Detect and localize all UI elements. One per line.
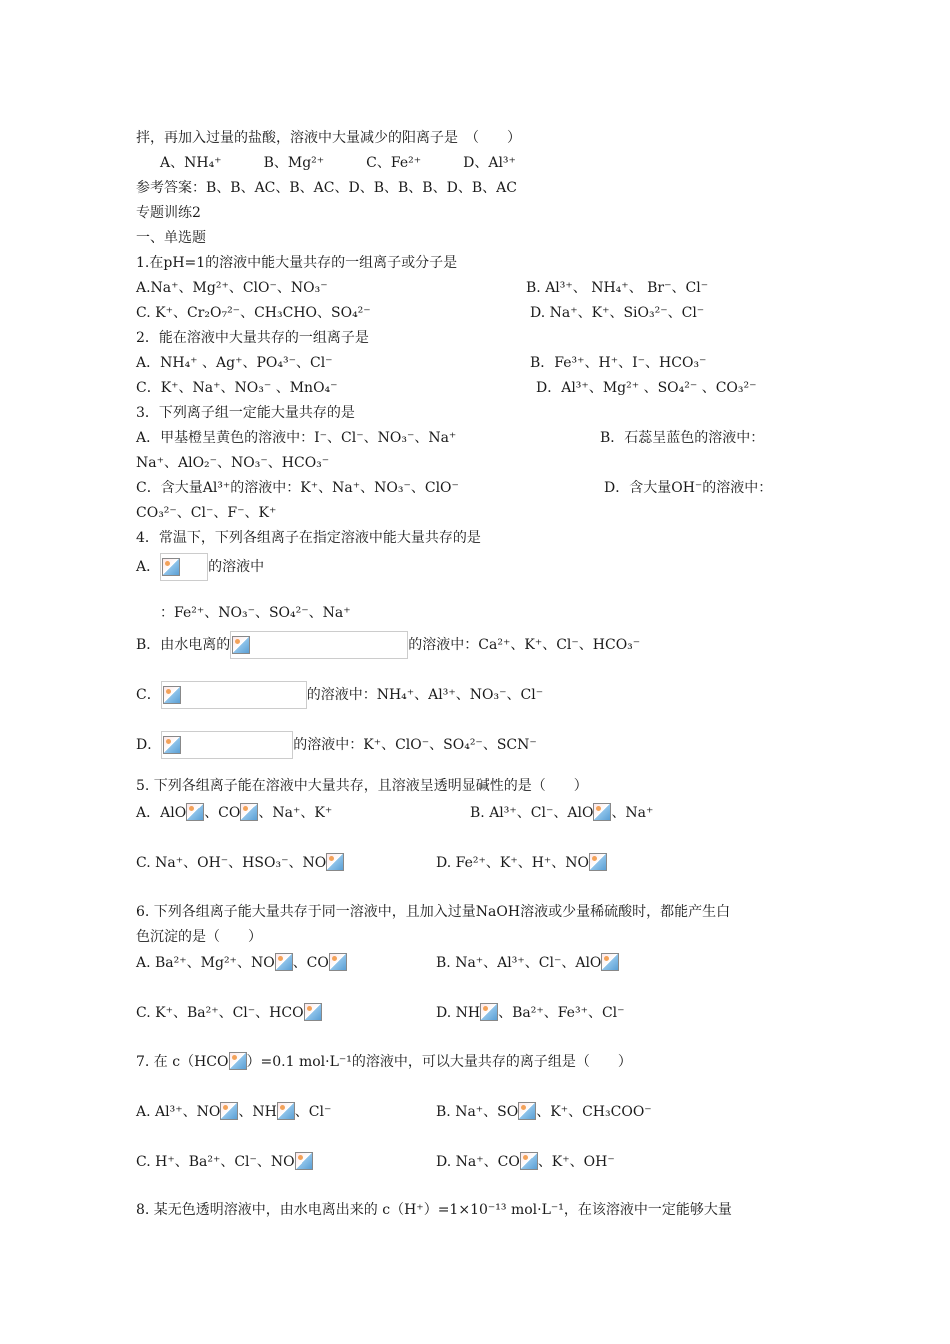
option-c <box>136 1003 322 1023</box>
broken-image-icon <box>520 1152 538 1170</box>
option-d: D．Al³⁺、Mg²⁺ 、SO₄²⁻ 、CO₃²⁻ <box>536 380 757 396</box>
broken-image-icon <box>229 1052 247 1070</box>
option-text: 的溶液中 <box>208 559 265 575</box>
broken-image-icon <box>480 1003 498 1021</box>
question-1: 1.在pH=1的溶液中能大量共存的一组离子或分子是 <box>136 255 458 271</box>
broken-image-icon <box>162 558 180 576</box>
question-5: 5. 下列各组离子能在溶液中大量共存，且溶液呈透明显碱性的是（ ） <box>136 778 588 794</box>
option-d: D．含大量OH⁻的溶液中： <box>604 480 773 496</box>
option-b <box>470 803 653 823</box>
option-text: 的溶液中：NH₄⁺、Al³⁺、NO₃⁻、Cl⁻ <box>306 687 544 703</box>
option-a <box>136 953 347 973</box>
option-d <box>136 731 537 759</box>
formula-image-box <box>161 681 307 709</box>
option-c: C．K⁺、Na⁺、NO₃⁻ 、MnO₄⁻ <box>136 380 338 396</box>
option-text: 、Na⁺ <box>611 805 654 821</box>
broken-image-icon <box>277 1102 295 1120</box>
option-text: 、Cl⁻ <box>294 1104 332 1120</box>
text-line: A、NH₄⁺ B、Mg²⁺ C、Fe²⁺ D、Al³⁺ <box>160 155 516 171</box>
option-b <box>136 631 640 659</box>
broken-image-icon <box>295 1152 313 1170</box>
option-b <box>436 953 619 973</box>
question-4: 4．常温下，下列各组离子在指定溶液中能大量共存的是 <box>136 530 481 546</box>
section-title: 专题训练2 <box>136 205 201 221</box>
option-a <box>136 803 332 823</box>
option-text: 、CO <box>292 955 329 971</box>
broken-image-icon <box>601 953 619 971</box>
option-text: C. Na⁺、OH⁻、HSO₃⁻、NO <box>136 855 327 871</box>
option-a: A．甲基橙呈黄色的溶液中：I⁻、Cl⁻、NO₃⁻、Na⁺ <box>136 430 457 446</box>
option-b-cont: Na⁺、AlO₂⁻、NO₃⁻、HCO₃⁻ <box>136 455 330 471</box>
option-text: A. Al³⁺、NO <box>136 1104 221 1120</box>
question-2: 2．能在溶液中大量共存的一组离子是 <box>136 330 369 346</box>
question-text: 7. 在 c（HCO <box>136 1054 229 1070</box>
option-label: B．由水电离的 <box>136 637 231 653</box>
broken-image-icon <box>589 853 607 871</box>
broken-image-icon <box>593 803 611 821</box>
option-d <box>436 1152 615 1172</box>
option-text: B. Na⁺、SO <box>436 1104 519 1120</box>
answer-key: 参考答案：B、B、AC、B、AC、D、B、B、B、D、B、AC <box>136 180 517 196</box>
question-8: 8. 某无色透明溶液中，由水电离出来的 c（H⁺）=1×10⁻¹³ mol·L⁻¹，在该溶液中一定能够大量 <box>136 1202 732 1218</box>
option-d <box>436 1003 625 1023</box>
option-text: D. Fe²⁺、K⁺、H⁺、NO <box>436 855 590 871</box>
broken-image-icon <box>232 636 250 654</box>
option-c <box>136 681 543 709</box>
section-subtitle: 一、单选题 <box>136 230 206 246</box>
option-text: D. Na⁺、CO <box>436 1154 520 1170</box>
option-text: 的溶液中：Ca²⁺、K⁺、Cl⁻、HCO₃⁻ <box>408 637 641 653</box>
option-c: C. K⁺、Cr₂O₇²⁻、CH₃CHO、SO₄²⁻ <box>136 305 371 321</box>
option-b: B. Al³⁺、 NH₄⁺、 Br⁻、Cl⁻ <box>526 280 709 296</box>
option-d-cont: CO₃²⁻、Cl⁻、F⁻、K⁺ <box>136 505 277 521</box>
option-d <box>436 853 607 873</box>
formula-image-box <box>230 631 408 659</box>
formula-image-box <box>161 731 293 759</box>
option-a: A.Na⁺、Mg²⁺、ClO⁻、NO₃⁻ <box>136 280 328 296</box>
option-text: B. Na⁺、Al³⁺、Cl⁻、AlO <box>436 955 602 971</box>
option-text: 、K⁺、OH⁻ <box>537 1154 615 1170</box>
option-c: C．含大量Al³⁺的溶液中：K⁺、Na⁺、NO₃⁻、ClO⁻ <box>136 480 459 496</box>
option-b <box>436 1102 652 1122</box>
question-6-cont: 色沉淀的是（ ） <box>136 929 262 945</box>
option-label: A． <box>136 559 161 575</box>
broken-image-icon <box>220 1102 238 1120</box>
option-text: D. NH <box>436 1005 481 1021</box>
broken-image-icon <box>186 803 204 821</box>
broken-image-icon <box>163 686 181 704</box>
option-text: 的溶液中：K⁺、ClO⁻、SO₄²⁻、SCN⁻ <box>293 737 537 753</box>
option-b: B．Fe³⁺、H⁺、I⁻、HCO₃⁻ <box>530 355 707 371</box>
option-a <box>136 1102 331 1122</box>
broken-image-icon <box>329 953 347 971</box>
broken-image-icon <box>304 1003 322 1021</box>
formula-image-box <box>160 553 208 581</box>
broken-image-icon <box>240 803 258 821</box>
option-b: B．石蕊呈蓝色的溶液中： <box>600 430 765 446</box>
option-label: C． <box>136 687 161 703</box>
text-line: 拌，再加入过量的盐酸，溶液中大量减少的阳离子是 （ ） <box>136 130 521 146</box>
question-7 <box>136 1052 632 1072</box>
option-text: A．AlO <box>136 805 187 821</box>
option-text: 、NH <box>238 1104 277 1120</box>
option-text: C. K⁺、Ba²⁺、Cl⁻、HCO <box>136 1005 304 1021</box>
option-text: 、Na⁺、K⁺ <box>258 805 333 821</box>
option-text: 、Ba²⁺、Fe³⁺、Cl⁻ <box>498 1005 625 1021</box>
broken-image-icon <box>275 953 293 971</box>
option-text: A. Ba²⁺、Mg²⁺、NO <box>136 955 275 971</box>
question-3: 3．下列离子组一定能大量共存的是 <box>136 405 355 421</box>
option-a <box>136 553 264 581</box>
option-c <box>136 1152 313 1172</box>
option-text: C. H⁺、Ba²⁺、Cl⁻、NO <box>136 1154 295 1170</box>
option-c <box>136 853 344 873</box>
question-text: ）=0.1 mol·L⁻¹的溶液中，可以大量共存的离子组是（ ） <box>246 1054 632 1070</box>
option-text: 、CO <box>204 805 241 821</box>
option-text: 、K⁺、CH₃COO⁻ <box>536 1104 652 1120</box>
broken-image-icon <box>518 1102 536 1120</box>
option-label: D． <box>136 737 162 753</box>
option-a-cont: ：Fe²⁺、NO₃⁻、SO₄²⁻、Na⁺ <box>160 605 351 621</box>
broken-image-icon <box>326 853 344 871</box>
option-text: B. Al³⁺、Cl⁻、AlO <box>470 805 594 821</box>
question-6: 6. 下列各组离子能大量共存于同一溶液中，且加入过量NaOH溶液或少量稀硫酸时，都能产生白 <box>136 904 731 920</box>
option-d: D. Na⁺、K⁺、SiO₃²⁻、Cl⁻ <box>530 305 705 321</box>
option-a: A．NH₄⁺ 、Ag⁺、PO₄³⁻、Cl⁻ <box>136 355 333 371</box>
broken-image-icon <box>163 736 181 754</box>
